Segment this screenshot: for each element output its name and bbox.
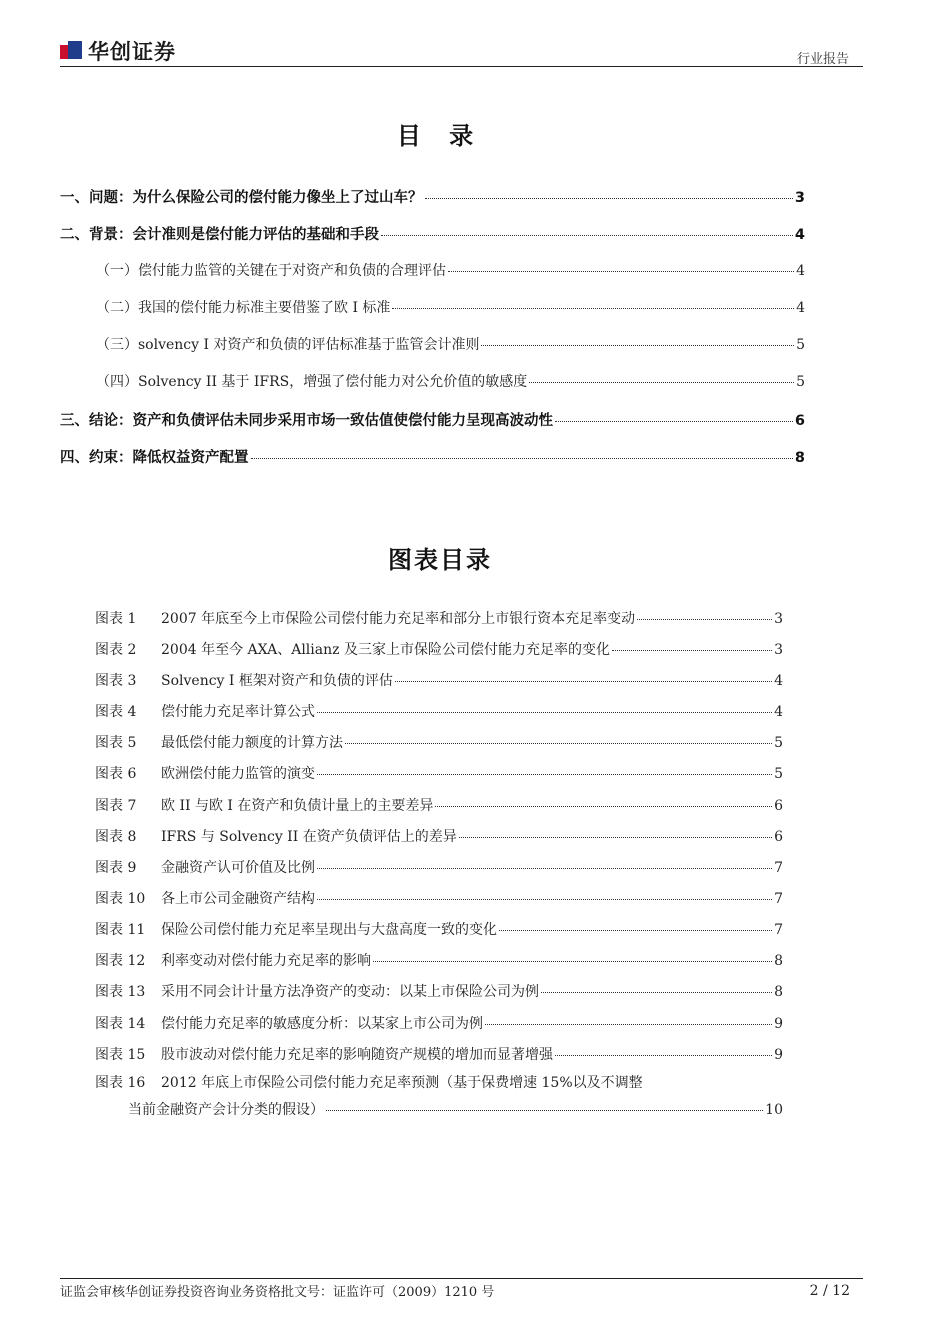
figure-entry[interactable] (95, 732, 783, 752)
figure-label: 股市波动对偿付能力充足率的影响随资产规模的增加而显著增强 (161, 1047, 553, 1063)
figure-number: 图表 3 (95, 673, 137, 689)
toc-subentry[interactable] (96, 334, 805, 354)
page-number: 2 / 12 (809, 1283, 850, 1299)
figure-entry[interactable] (95, 919, 783, 939)
toc-entry[interactable] (60, 186, 805, 207)
leader-dots (345, 742, 772, 744)
leader-dots (317, 711, 772, 713)
toc-entry-page: 6 (794, 413, 805, 429)
leader-dots (612, 649, 772, 651)
toc-entry-page: 4 (796, 300, 805, 316)
leader-dots (317, 898, 772, 900)
figure-page: 6 (774, 829, 783, 845)
toc-entry-label: （二）我国的偿付能力标准主要借鉴了欧 I 标准 (96, 300, 391, 316)
figure-number: 图表 1 (95, 611, 137, 627)
figure-label: 各上市公司金融资产结构 (161, 891, 315, 907)
figure-entry[interactable] (95, 857, 783, 877)
toc-entry[interactable] (60, 446, 805, 467)
toc-entry[interactable] (60, 223, 805, 244)
figure-number: 图表 6 (95, 766, 137, 782)
figure-label: 当前金融资产会计分类的假设） (128, 1102, 324, 1118)
toc-subentry[interactable] (96, 371, 805, 391)
figure-label: 采用不同会计计量方法净资产的变动：以某上市保险公司为例 (161, 984, 539, 1000)
figure-entry[interactable] (95, 670, 783, 690)
figure-label: 2007 年底至今上市保险公司偿付能力充足率和部分上市银行资本充足率变动 (161, 611, 636, 627)
figure-label: IFRS 与 Solvency II 在资产负债评估上的差异 (161, 829, 457, 845)
figure-entry[interactable] (95, 981, 783, 1001)
figure-label: 2004 年至今 AXA、Allianz 及三家上市保险公司偿付能力充足率的变化 (161, 642, 610, 658)
toc-entry-page: 5 (796, 374, 805, 390)
figure-label: 最低偿付能力额度的计算方法 (161, 735, 343, 751)
figure-page: 8 (774, 984, 783, 1000)
leader-dots (541, 991, 772, 993)
figure-number: 图表 12 (95, 953, 146, 969)
figure-entry[interactable] (95, 950, 783, 970)
figure-label: 2012 年底上市保险公司偿付能力充足率预测（基于保费增速 15%以及不调整 (161, 1075, 643, 1091)
leader-dots (637, 618, 772, 620)
toc-entry-page: 5 (796, 337, 805, 353)
leader-dots (459, 836, 772, 838)
toc-entry-page: 4 (794, 227, 805, 243)
figure-entry[interactable] (95, 1013, 783, 1033)
figure-number: 图表 2 (95, 642, 137, 658)
leader-dots (381, 234, 793, 236)
leader-dots (555, 420, 793, 422)
figure-entry[interactable] (95, 763, 783, 783)
logo-text: 华创证券 (88, 40, 176, 64)
toc-subentry[interactable] (96, 297, 805, 317)
toc-entry-label: 三、结论：资产和负债评估未同步采用市场一致估值使偿付能力呈现高波动性 (60, 413, 553, 429)
figure-list-title: 图表目录 (388, 546, 492, 574)
toc-entry[interactable] (60, 409, 805, 430)
footer-divider (60, 1278, 863, 1279)
leader-dots (499, 929, 772, 931)
leader-dots (326, 1109, 763, 1111)
figure-number: 图表 16 (95, 1075, 146, 1091)
toc-entry-page: 4 (796, 263, 805, 279)
leader-dots (555, 1054, 772, 1056)
figure-entry[interactable] (95, 608, 783, 628)
leader-dots (448, 270, 794, 272)
leader-dots (392, 307, 794, 309)
figure-number: 图表 10 (95, 891, 146, 907)
figure-entry-16-line1[interactable] (95, 1072, 643, 1092)
figure-entry[interactable] (95, 826, 783, 846)
leader-dots (373, 960, 772, 962)
toc-entry-label: 二、背景：会计准则是偿付能力评估的基础和手段 (60, 227, 379, 243)
figure-label: 欧洲偿付能力监管的演变 (161, 766, 315, 782)
figure-label: Solvency I 框架对资产和负债的评估 (161, 673, 393, 689)
figure-number: 图表 9 (95, 860, 137, 876)
toc-entry-page: 3 (794, 190, 805, 206)
figure-page: 5 (774, 766, 783, 782)
header-divider (60, 66, 863, 67)
figure-label: 保险公司偿付能力充足率呈现出与大盘高度一致的变化 (161, 922, 497, 938)
leader-dots (485, 1023, 772, 1025)
figure-page: 4 (774, 673, 783, 689)
company-logo (60, 36, 176, 66)
leader-dots (425, 197, 793, 199)
toc-entry-label: （三）solvency I 对资产和负债的评估标准基于监管会计准则 (96, 337, 480, 353)
figure-entry-16-line2[interactable] (128, 1099, 783, 1119)
figure-page: 5 (774, 735, 783, 751)
figure-page: 10 (765, 1102, 783, 1118)
figure-page: 3 (774, 642, 783, 658)
figure-page: 4 (774, 704, 783, 720)
figure-number: 图表 13 (95, 984, 146, 1000)
figure-page: 7 (774, 891, 783, 907)
figure-number: 图表 4 (95, 704, 137, 720)
page-header (60, 36, 863, 68)
figure-page: 8 (774, 953, 783, 969)
leader-dots (251, 457, 793, 459)
figure-entry[interactable] (95, 795, 783, 815)
figure-page: 3 (774, 611, 783, 627)
report-type: 行业报告 (796, 52, 849, 67)
figure-page: 6 (774, 798, 783, 814)
leader-dots (481, 344, 794, 346)
toc-entry-label: （四）Solvency II 基于 IFRS，增强了偿付能力对公允价值的敏感度 (96, 374, 528, 390)
figure-number: 图表 14 (95, 1016, 146, 1032)
figure-number: 图表 5 (95, 735, 137, 751)
figure-label: 偿付能力充足率的敏感度分析：以某家上市公司为例 (161, 1016, 483, 1032)
figure-entry[interactable] (95, 888, 783, 908)
leader-dots (435, 805, 772, 807)
logo-mark-icon (60, 39, 84, 63)
figure-number: 图表 11 (95, 922, 146, 938)
figure-page: 9 (774, 1047, 783, 1063)
figure-number: 图表 7 (95, 798, 137, 814)
figure-page: 9 (774, 1016, 783, 1032)
figure-entry[interactable] (95, 1044, 783, 1064)
leader-dots (317, 867, 772, 869)
leader-dots (317, 773, 772, 775)
leader-dots (395, 680, 772, 682)
license-notice: 证监会审核华创证券投资咨询业务资格批文号：证监许可（2009）1210 号 (60, 1285, 495, 1300)
figure-label: 欧 II 与欧 I 在资产和负债计量上的主要差异 (161, 798, 434, 814)
toc-entry-label: （一）偿付能力监管的关键在于对资产和负债的合理评估 (96, 263, 446, 279)
figure-label: 金融资产认可价值及比例 (161, 860, 315, 876)
figure-entry[interactable] (95, 639, 783, 659)
figure-number: 图表 8 (95, 829, 137, 845)
toc-entry-page: 8 (794, 450, 805, 466)
leader-dots (529, 381, 794, 383)
figure-number: 图表 15 (95, 1047, 146, 1063)
toc-subentry[interactable] (96, 260, 805, 280)
figure-page: 7 (774, 922, 783, 938)
figure-label: 偿付能力充足率计算公式 (161, 704, 315, 720)
figure-entry[interactable] (95, 701, 783, 721)
figure-page: 7 (774, 860, 783, 876)
toc-entry-label: 一、问题：为什么保险公司的偿付能力像坐上了过山车？ (60, 190, 423, 206)
toc-title: 目 录 (396, 122, 484, 150)
toc-entry-label: 四、约束：降低权益资产配置 (60, 450, 249, 466)
figure-label: 利率变动对偿付能力充足率的影响 (161, 953, 371, 969)
